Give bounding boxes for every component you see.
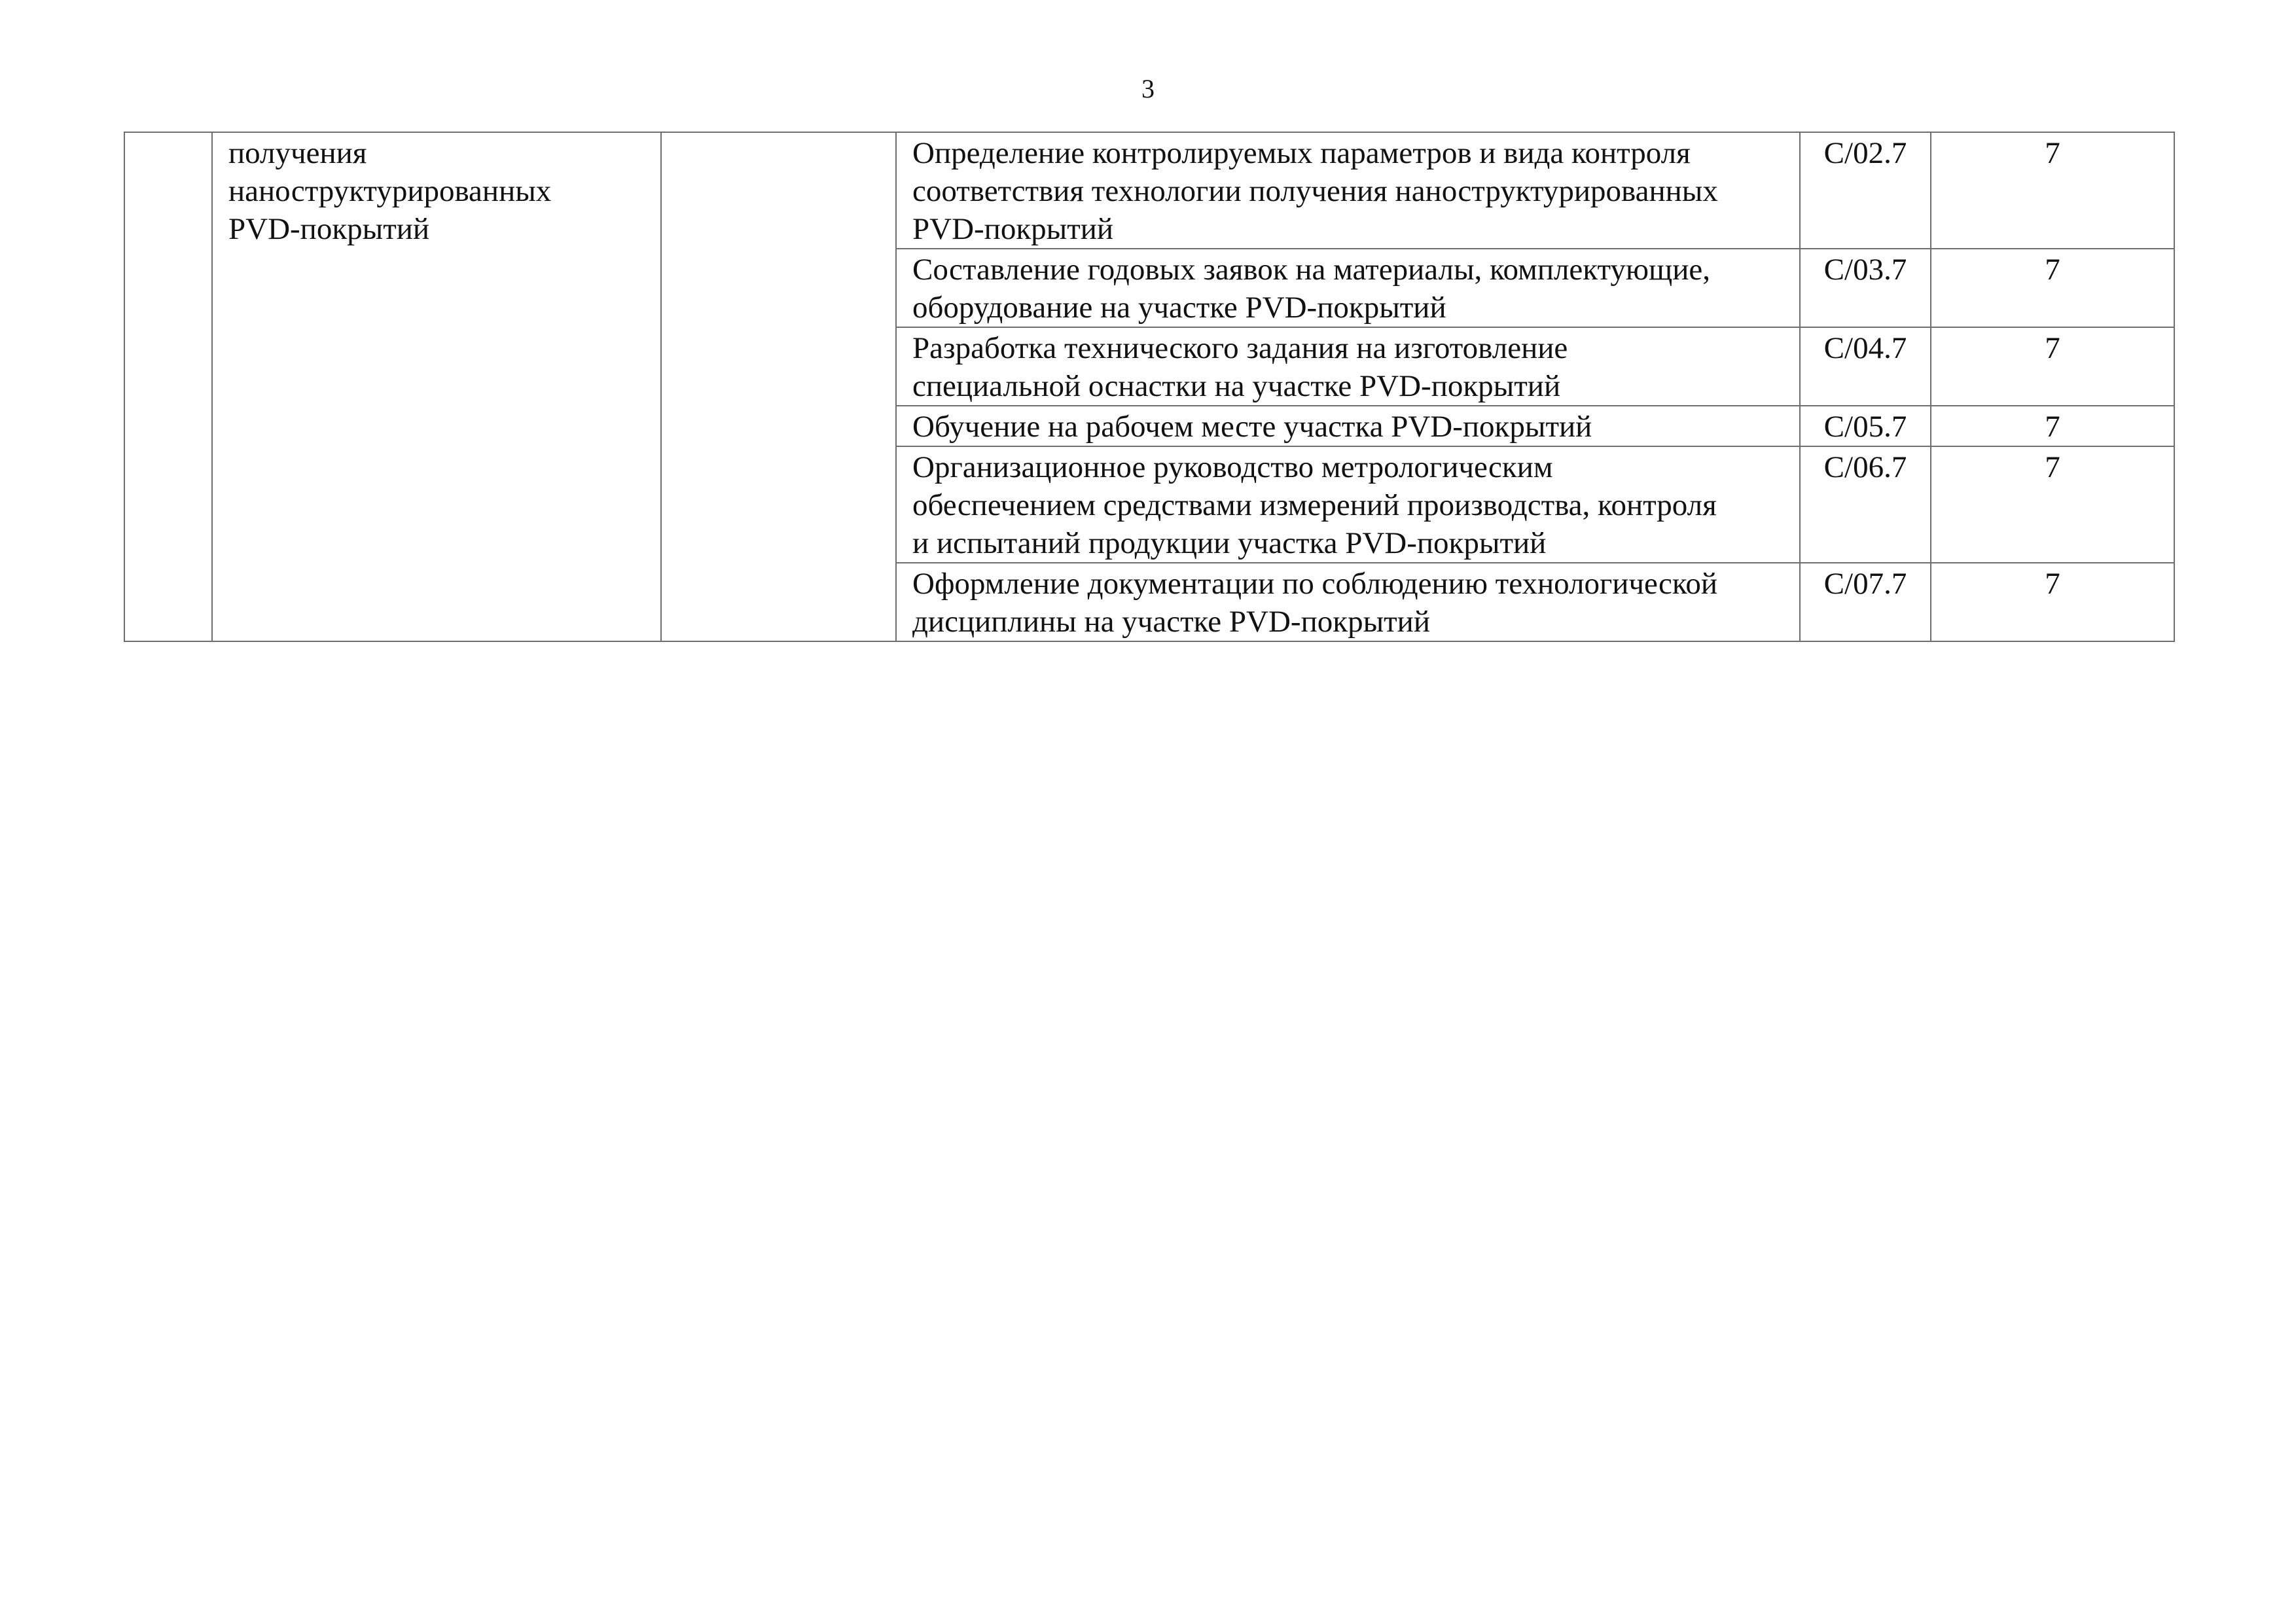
generalized-function-name-line: наноструктурированных (228, 174, 552, 208)
labor-function-line: и испытаний продукции участка PVD-покрытий (912, 526, 1547, 560)
functions-table (124, 132, 2175, 642)
labor-function-line: соответствия технологии получения наноструктурированных (912, 174, 1718, 208)
labor-function-line: специальной оснастки на участке PVD-покрытий (912, 369, 1561, 403)
sublevel-cell: 7 (1931, 132, 2174, 249)
function-code-cell: C/02.7 (1800, 132, 1931, 249)
labor-function-cell (896, 563, 1800, 641)
sublevel-cell: 7 (1931, 406, 2174, 446)
qualification-level-column-cell (661, 132, 896, 641)
function-code-cell: C/03.7 (1800, 249, 1931, 327)
labor-function-line: Разработка технического задания на изготовление (912, 331, 1568, 365)
labor-function-line: оборудование на участке PVD-покрытий (912, 291, 1446, 325)
generalized-function-name-cell (212, 132, 661, 641)
sublevel-cell: 7 (1931, 249, 2174, 327)
labor-function-cell (896, 327, 1800, 406)
sublevel-cell: 7 (1931, 446, 2174, 563)
function-code-cell: C/05.7 (1800, 406, 1931, 446)
labor-function-line: Организационное руководство метрологическим (912, 450, 1553, 484)
function-code-cell: C/07.7 (1800, 563, 1931, 641)
labor-function-line: дисциплины на участке PVD-покрытий (912, 605, 1430, 639)
function-code-cell: C/04.7 (1800, 327, 1931, 406)
labor-function-line: обеспечением средствами измерений производства, контроля (912, 488, 1717, 522)
sublevel-cell: 7 (1931, 327, 2174, 406)
labor-function-line: Определение контролируемых параметров и вида контроля (912, 136, 1691, 170)
labor-function-line: Обучение на рабочем месте участка PVD-покрытий (912, 410, 1592, 444)
page-number: 3 (1141, 74, 1155, 103)
labor-function-cell (896, 132, 1800, 249)
sublevel-cell: 7 (1931, 563, 2174, 641)
generalized-function-name-line: получения (228, 136, 367, 170)
labor-function-cell (896, 406, 1800, 446)
labor-function-line: Составление годовых заявок на материалы, комплектующие, (912, 253, 1710, 287)
labor-function-cell (896, 249, 1800, 327)
generalized-function-name-line: PVD-покрытий (228, 212, 430, 246)
code-column-cell (124, 132, 212, 641)
function-code-cell: C/06.7 (1800, 446, 1931, 563)
labor-function-cell (896, 446, 1800, 563)
labor-function-line: Оформление документации по соблюдению технологической (912, 567, 1718, 601)
labor-function-line: PVD-покрытий (912, 212, 1114, 246)
table-row (124, 132, 2174, 249)
